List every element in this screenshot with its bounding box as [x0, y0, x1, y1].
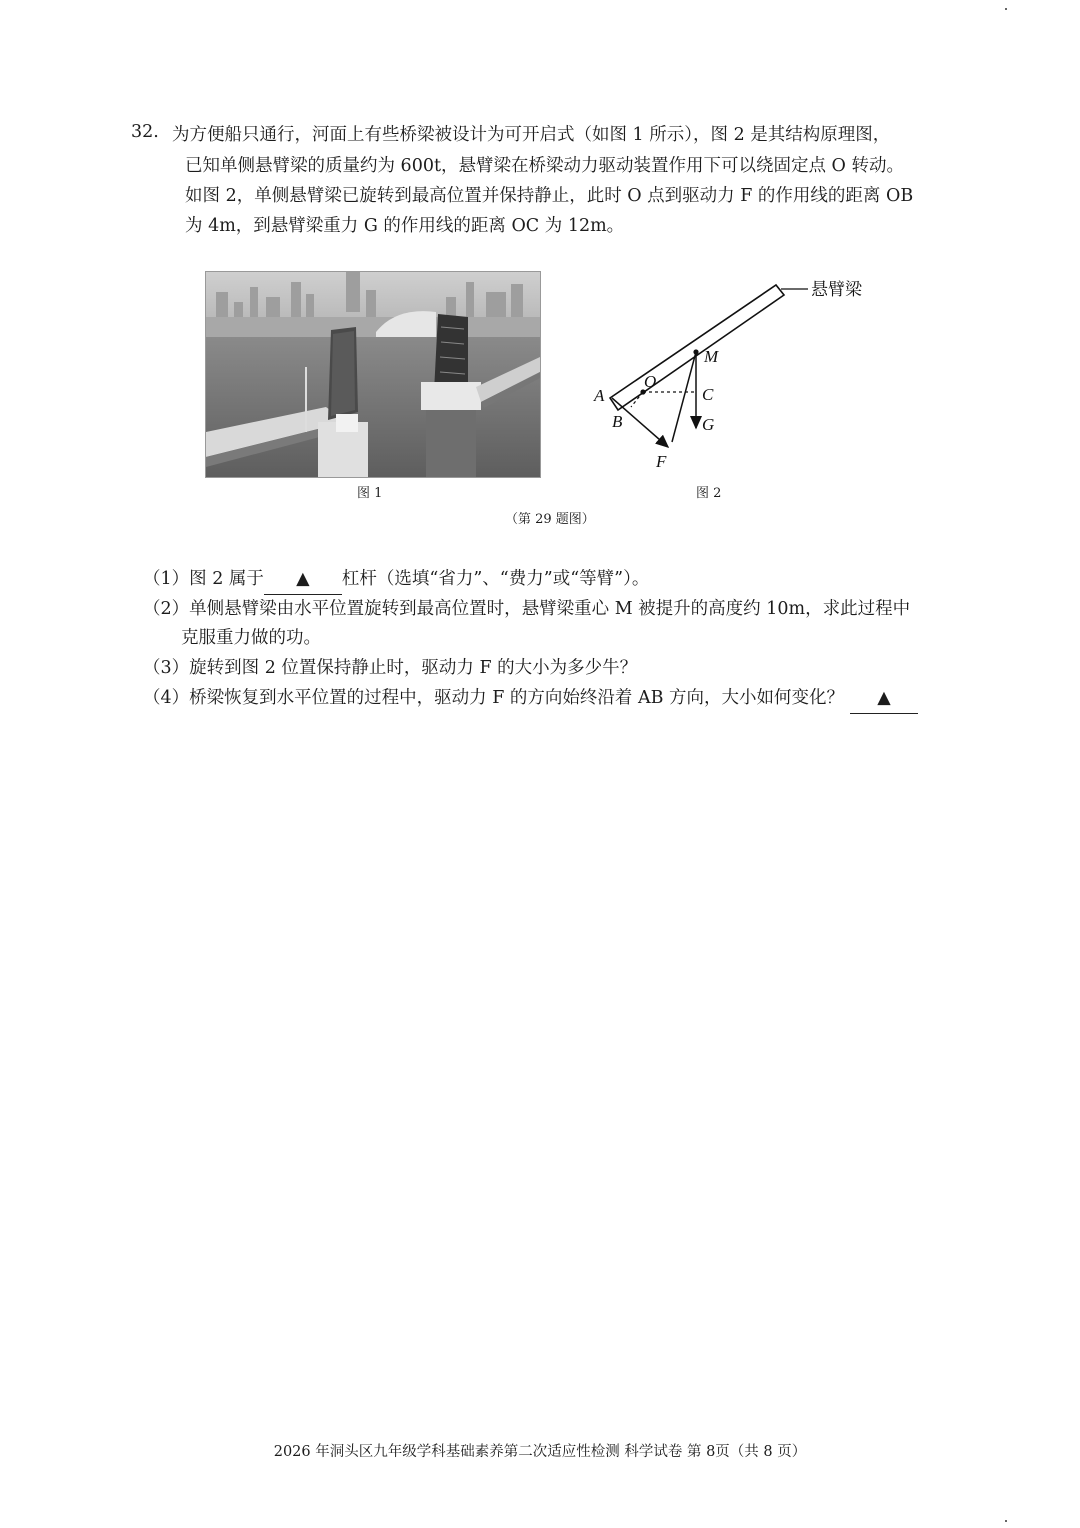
question-line-2: 已知单侧悬臂梁的质量约为 600t，悬臂梁在桥梁动力驱动装置作用下可以绕固定点 O 转动。	[185, 156, 904, 176]
question-line-3: 如图 2，单侧悬臂梁已旋转到最高位置并保持静止，此时 O 点到驱动力 F 的作用线的距离 OB	[185, 186, 914, 206]
cantilever-beam	[610, 285, 784, 410]
subquestion-4: （4）桥梁恢复到水平位置的过程中，驱动力 F 的方向始终沿着 AB 方向，大小如何变化？ ▲	[143, 683, 918, 714]
question-line-1: 为方便船只通行，河面上有些桥梁被设计为可开启式（如图 1 所示），图 2 是其结构原理图，	[172, 125, 891, 145]
scan-speck	[1005, 8, 1007, 10]
bridge-photo	[205, 271, 541, 478]
subquestion-1: （1）图 2 属于 ▲ 杠杆（选填“省力”、“费力”或“等臂”）。	[143, 564, 649, 595]
beam-label: 悬臂梁	[811, 280, 862, 299]
subquestion-2-line-2: 克服重力做的功。	[181, 628, 321, 648]
subquestion-2-line-1: （2）单侧悬臂梁由水平位置旋转到最高位置时，悬臂梁重心 M 被提升的高度约 10m，求此过程中	[143, 599, 911, 619]
answer-blank-4[interactable]: ▲	[850, 683, 918, 714]
question-line-4: 为 4m，到悬臂梁重力 G 的作用线的距离 OC 为 12m。	[185, 216, 625, 236]
figure-caption: （第 29 题图）	[505, 512, 595, 527]
svg-text:O: O	[644, 372, 657, 391]
figure-1-label: 图 1	[357, 486, 383, 501]
svg-text:B: B	[612, 412, 623, 431]
scan-speck	[1005, 1520, 1007, 1522]
lever-diagram	[580, 270, 880, 475]
svg-text:C: C	[702, 385, 714, 404]
svg-text:G: G	[702, 415, 715, 434]
svg-text:F: F	[656, 452, 667, 471]
svg-text:M: M	[704, 347, 719, 366]
figure-2-label: 图 2	[696, 486, 722, 501]
question-number: 32.	[131, 122, 159, 142]
svg-text:A: A	[594, 386, 605, 405]
subquestion-3: （3）旋转到图 2 位置保持静止时，驱动力 F 的大小为多少牛？	[143, 658, 638, 678]
answer-blank-1[interactable]: ▲	[264, 564, 342, 595]
page-footer: 2026 年洞头区九年级学科基础素养第二次适应性检测 科学试卷 第 8页（共 8 页）	[273, 1444, 807, 1460]
